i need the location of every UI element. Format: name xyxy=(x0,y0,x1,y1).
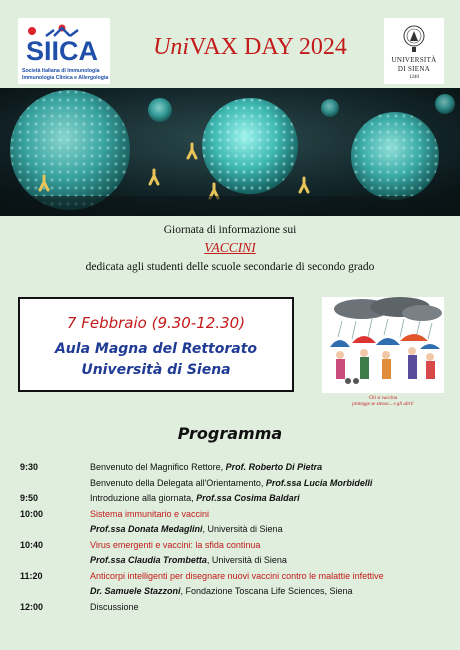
rain-umbrella-people-icon xyxy=(322,297,444,393)
schedule-text: Virus emergenti e vaccini: la sfida continua xyxy=(90,539,261,550)
schedule-row xyxy=(20,571,450,587)
schedule-row xyxy=(20,478,450,494)
siica-acronym: SIICA xyxy=(26,36,99,66)
schedule-row xyxy=(20,540,450,556)
caption-line1: Chi si vaccina xyxy=(368,396,398,401)
unisi-line1: UNIVERSITÀ xyxy=(391,56,437,64)
venue-line2: Università di Siena xyxy=(81,362,231,378)
umbrella-illustration xyxy=(322,297,444,393)
schedule-row xyxy=(20,586,450,602)
schedule-text: Benvenuto della Delegata all'Orientamento, Prof.ssa Lucia Morbidelli xyxy=(90,477,373,488)
schedule-text: Anticorpi intelligenti per disegnare nuovi vaccini contro le malattie infettive xyxy=(90,570,384,581)
event-title-rest: VAX DAY 2024 xyxy=(189,34,347,60)
venue-line1: Aula Magna del Rettorato xyxy=(54,341,258,357)
siica-logo xyxy=(18,18,110,84)
date-venue-box xyxy=(18,297,294,392)
virus-banner-image xyxy=(0,88,460,216)
caption-line2: protegge se stesso... e gli altri! xyxy=(352,402,414,407)
schedule-text: Introduzione alla giornata, Prof.ssa Cosima Baldari xyxy=(90,493,300,503)
schedule-text: Sistema immunitario e vaccini xyxy=(90,508,210,519)
schedule-row xyxy=(20,602,450,618)
vaccini-highlight: VACCINI xyxy=(204,240,256,255)
schedule-text: Discussione xyxy=(90,601,139,612)
unisi-line2: DI SIENA xyxy=(397,65,431,73)
schedule-time: 10:00 xyxy=(20,508,44,519)
event-title xyxy=(118,34,382,61)
siica-name-line1: Società Italiana di Immunologia xyxy=(22,68,100,74)
event-date: 7 Febbraio (9.30-12.30) xyxy=(66,314,246,332)
virus-illustration xyxy=(0,88,460,216)
illustration-caption xyxy=(322,396,444,408)
schedule-time: 10:40 xyxy=(20,539,44,550)
schedule-row xyxy=(20,509,450,525)
schedule-row xyxy=(20,555,450,571)
schedule-time: 12:00 xyxy=(20,601,44,612)
schedule-text: Dr. Samuele Stazzoni, Fondazione Toscana Life Sciences, Siena xyxy=(90,586,353,596)
schedule-time: 11:20 xyxy=(20,570,43,581)
event-title-uni: Uni xyxy=(153,34,190,60)
unisi-logo xyxy=(384,18,444,84)
audience-line: dedicata agli studenti delle scuole secondarie di secondo grado xyxy=(85,261,375,273)
schedule-row xyxy=(20,493,450,509)
schedule-text: Prof.ssa Donata Medaglini, Università di Siena xyxy=(90,524,283,534)
unisi-year: 1240 xyxy=(409,75,419,80)
siica-name-line2: Immunologia Clinica e Allergologia xyxy=(22,75,109,81)
schedule-text: Benvenuto del Magnifico Rettore, Prof. Roberto Di Pietra xyxy=(90,462,323,472)
schedule-row xyxy=(20,524,450,540)
university-seal-icon xyxy=(402,23,426,53)
schedule-text: Prof.ssa Claudia Trombetta, Università di Siena xyxy=(90,555,287,565)
programma-title: Programma xyxy=(177,424,283,443)
schedule-time: 9:30 xyxy=(20,462,39,472)
schedule-row xyxy=(20,462,450,478)
schedule-list xyxy=(20,462,450,617)
schedule-time: 9:50 xyxy=(20,493,39,503)
intro-line: Giornata di informazione sui xyxy=(163,224,297,236)
